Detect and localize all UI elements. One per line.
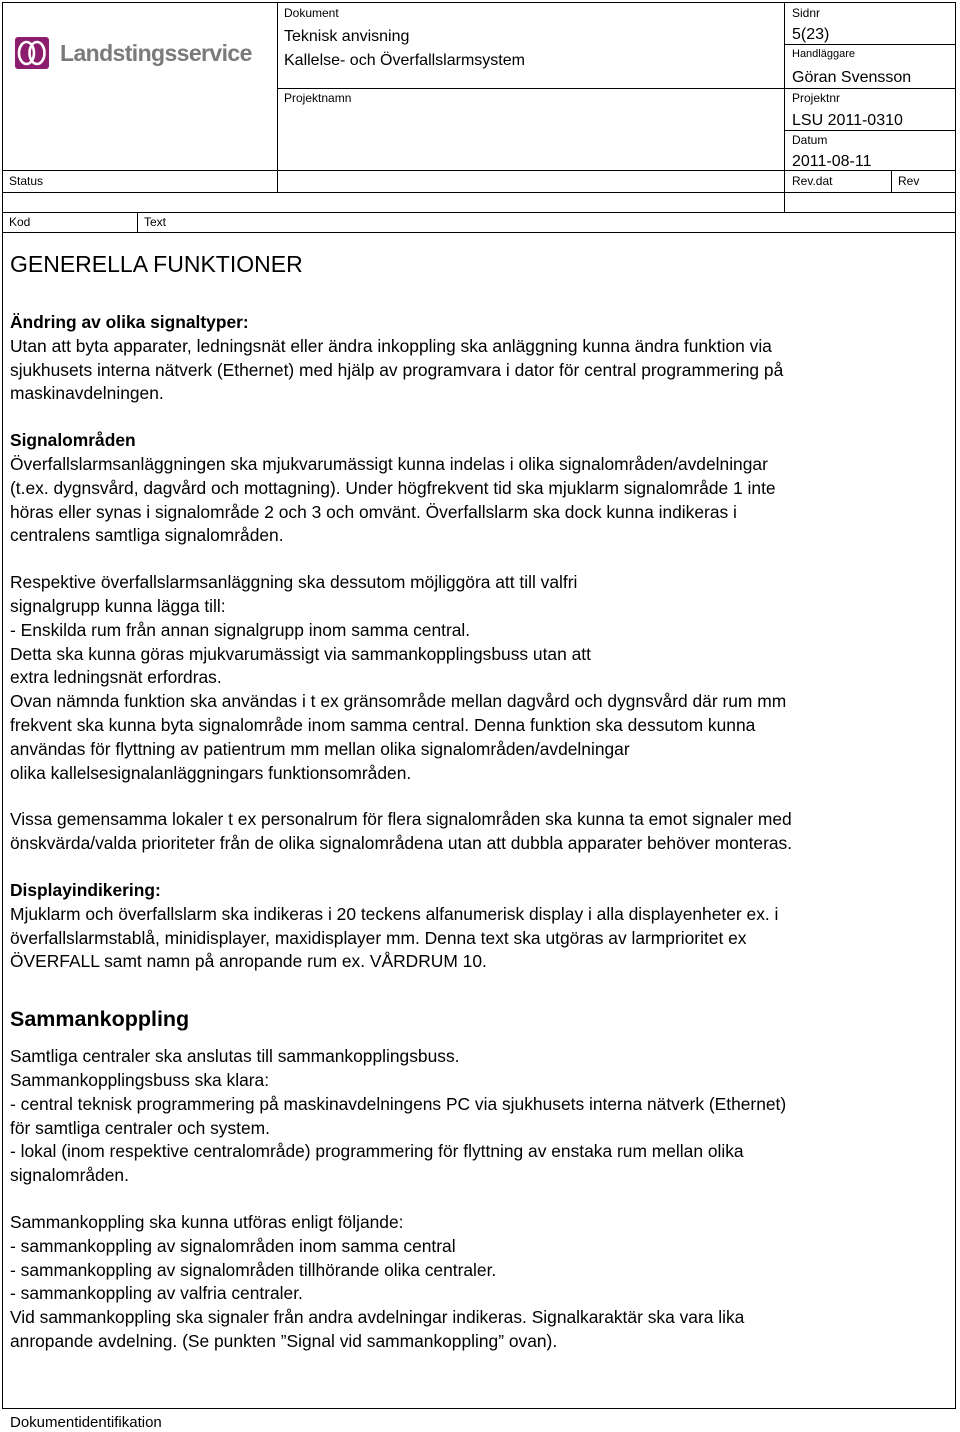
paragraph-line: användas för flyttning av patientrum mm mellan olika signalområden/avdelningar — [10, 738, 630, 759]
header-divider — [2, 232, 956, 233]
paragraph-line: Sammankopplingsbuss ska klara: — [10, 1069, 270, 1090]
paragraph-line: olika kallelsesignalanläggningars funktionsområden. — [10, 762, 412, 783]
label-datum: Datum — [792, 133, 828, 147]
header-divider — [277, 2, 278, 192]
paragraph-line: - lokal (inom respektive centralområde) programmering för flyttning av enstaka rum mellan olika — [10, 1141, 744, 1162]
header-divider — [784, 44, 956, 45]
header-divider — [2, 212, 956, 213]
logo-text: Landstingsservice — [60, 40, 252, 66]
paragraph-line: - sammankoppling av valfria centraler. — [10, 1283, 303, 1304]
paragraph-line: Respektive överfallslarmsanläggning ska dessutom möjliggöra att till valfri — [10, 572, 578, 593]
paragraph-line: centralens samtliga signalområden. — [10, 525, 284, 546]
paragraph-line: önskvärda/valda prioriteter från de olika signalområdena utan att dubbla apparater behöver monteras. — [10, 833, 793, 854]
paragraph-line: signalområden. — [10, 1165, 129, 1186]
label-dokument: Dokument — [284, 6, 339, 20]
paragraph-line: - central teknisk programmering på maskinavdelningens PC via sjukhusets interna nätverk (Ethernet) — [10, 1093, 787, 1114]
value-projektnr: LSU 2011-0310 — [792, 112, 903, 129]
label-text: Text — [144, 215, 167, 229]
section-heading-displayindikering: Displayindikering: — [10, 879, 161, 900]
section-heading-sammankoppling: Sammankoppling — [10, 1007, 190, 1032]
label-handlaggare: Handläggare — [792, 48, 855, 60]
paragraph-line: Utan att byta apparater, ledningsnät eller ändra inkoppling ska anläggning kunna ändra funktion via — [10, 335, 772, 356]
value-handlaggare: Göran Svensson — [792, 69, 912, 86]
paragraph-line: - Enskilda rum från annan signalgrupp inom samma central. — [10, 619, 471, 640]
paragraph-line: Vid sammankoppling ska signaler från andra avdelningar indikeras. Signalkaraktär ska vara lika — [10, 1307, 745, 1328]
paragraph-line: frekvent ska kunna byta signalområde inom samma central. Denna funktion ska dessutom kunna — [10, 714, 756, 735]
header-divider — [784, 130, 956, 131]
label-revdat: Rev.dat — [792, 174, 833, 188]
paragraph-line: Detta ska kunna göras mjukvarumässigt via sammankopplingsbuss utan att — [10, 643, 591, 664]
label-projektnamn: Projektnamn — [284, 91, 352, 105]
paragraph-line: Vissa gemensamma lokaler t ex personalrum för flera signalområden ska kunna ta emot signaler med — [10, 809, 792, 830]
footer-doc-id-label: Dokumentidentifikation — [10, 1414, 162, 1431]
paragraph-line: extra ledningsnät erfordras. — [10, 667, 222, 688]
paragraph-line: Överfallslarmsanläggningen ska mjukvarumässigt kunna indelas i olika signalområden/avdelningar — [10, 453, 768, 474]
header-divider — [2, 192, 956, 193]
paragraph-line: sjukhusets interna nätverk (Ethernet) med hjälp av programvara i dator för central programmering på — [10, 359, 784, 380]
label-kod: Kod — [9, 215, 31, 229]
value-dokument-line1: Teknisk anvisning — [284, 28, 410, 45]
paragraph-line: ÖVERFALL samt namn på anropande rum ex. VÅRDRUM 10. — [10, 951, 487, 972]
paragraph-line: Sammankoppling ska kunna utföras enligt följande: — [10, 1211, 404, 1232]
paragraph-line: anropande avdelning. (Se punkten ”Signal vid sammankoppling” ovan). — [10, 1330, 558, 1351]
paragraph-line: maskinavdelningen. — [10, 383, 164, 404]
paragraph-line: Mjuklarm och överfallslarm ska indikeras i 20 teckens alfanumerisk display i alla displayenheter ex. i — [10, 903, 779, 924]
value-dokument-line2: Kallelse- och Överfallslarmsystem — [284, 52, 525, 69]
label-projektnr: Projektnr — [792, 91, 841, 105]
value-sidnr: 5(23) — [792, 26, 830, 43]
header-divider — [891, 170, 892, 192]
logo-emblem-icon — [14, 34, 52, 72]
label-sidnr: Sidnr — [792, 6, 821, 20]
paragraph-line: - sammankoppling av signalområden tillhörande olika centraler. — [10, 1259, 497, 1280]
header-divider — [784, 88, 956, 89]
paragraph-line: Samtliga centraler ska anslutas till sammankopplingsbuss. — [10, 1046, 460, 1067]
document-body — [10, 250, 945, 1354]
header-divider — [137, 212, 138, 232]
paragraph-line: (t.ex. dygnsvård, dagvård och mottagning). Under högfrekvent tid ska mjuklarm signalområde 1 inte — [10, 477, 776, 498]
header-divider — [784, 2, 785, 212]
paragraph-line: - sammankoppling av signalområden inom samma central — [10, 1235, 456, 1256]
header-divider — [277, 88, 784, 89]
paragraph-line: signalgrupp kunna lägga till: — [10, 595, 226, 616]
section-heading-signaltyper: Ändring av olika signaltyper: — [10, 312, 249, 332]
landstingsservice-logo — [14, 34, 252, 72]
page-title: GENERELLA FUNKTIONER — [10, 251, 303, 277]
value-datum: 2011-08-11 — [792, 153, 872, 170]
label-rev: Rev — [898, 174, 920, 188]
section-heading-signalomraden: Signalområden — [10, 430, 136, 451]
paragraph-line: överfallslarmstablå, minidisplayer, maxidisplayer mm. Denna text ska utgöras av larmprioritet ex — [10, 927, 747, 948]
paragraph-line: för samtliga centraler och system. — [10, 1117, 270, 1138]
label-status: Status — [9, 174, 44, 188]
paragraph-line: höras eller synas i signalområde 2 och 3 och omvänt. Överfallslarm ska dock kunna indikeras i — [10, 501, 737, 522]
paragraph-line: Ovan nämnda funktion ska användas i t ex gränsområde mellan dagvård och dygnsvård där rum mm — [10, 691, 787, 712]
